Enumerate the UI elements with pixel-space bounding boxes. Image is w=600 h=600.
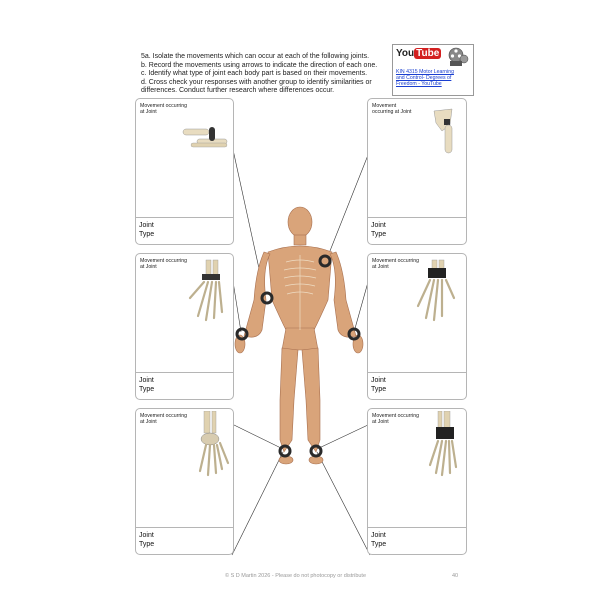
wrist-card-left bbox=[135, 253, 234, 400]
hand-bones-icon bbox=[414, 258, 462, 326]
ankle-card-right bbox=[367, 408, 467, 555]
wrist-card-right bbox=[367, 253, 467, 400]
instruction-line: d. Cross check your responses with another group to identify similarities or bbox=[141, 78, 372, 86]
foot-bones-icon bbox=[424, 411, 464, 479]
joint-type-field[interactable]: Joint Type bbox=[368, 217, 466, 244]
page-number: 40 bbox=[452, 573, 459, 579]
youtube-logo: You Tube bbox=[396, 48, 440, 59]
copyright-footer: © S D Martin 2026 - Please do not photocopy or distribute bbox=[225, 573, 367, 579]
movement-label: Movement occurring at Joint bbox=[372, 103, 412, 115]
joint-type-field[interactable]: Joint Type bbox=[368, 372, 466, 399]
elbow-bones-icon bbox=[181, 125, 229, 155]
youtube-reference bbox=[392, 44, 474, 96]
youtube-video-link[interactable]: KIN 4315 Motor Learning and Control- Degrees of Freedom - YouTube bbox=[396, 69, 454, 88]
film-reel-icon bbox=[448, 47, 470, 67]
joint-type-field[interactable]: Joint Type bbox=[368, 527, 466, 554]
instructions bbox=[141, 53, 391, 96]
instruction-line: 5a. Isolate the movements which can occur at each of the following joints. bbox=[141, 53, 370, 60]
instruction-line: c. Identify what type of joint each body part is based on their movements. bbox=[141, 70, 368, 78]
movement-label: Movement occurring at Joint bbox=[372, 413, 419, 425]
instruction-line: b. Record the movements using arrows to indicate the direction of each one. bbox=[141, 61, 378, 69]
movement-label: Movement occurring at Joint bbox=[140, 413, 187, 425]
movement-label: Movement occurring at Joint bbox=[140, 258, 187, 270]
instruction-line: differences. Conduct further research where differences occur. bbox=[141, 87, 335, 95]
ankle-card-left bbox=[135, 408, 234, 555]
movement-label: Movement occurring at Joint bbox=[140, 103, 187, 115]
elbow-card bbox=[135, 98, 234, 245]
joint-type-field[interactable]: Joint Type bbox=[136, 527, 233, 554]
foot-bones-icon bbox=[192, 411, 232, 479]
joint-type-field[interactable]: Joint Type bbox=[136, 217, 233, 244]
joint-type-field[interactable]: Joint Type bbox=[136, 372, 233, 399]
shoulder-bones-icon bbox=[430, 105, 460, 155]
hand-bones-icon bbox=[184, 258, 232, 326]
movement-label: Movement occurring at Joint bbox=[372, 258, 419, 270]
shoulder-card bbox=[367, 98, 467, 245]
